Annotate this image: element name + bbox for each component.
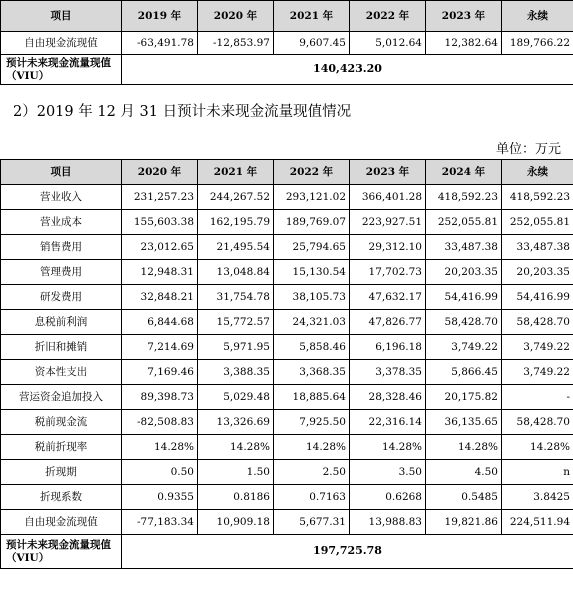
cell-value: 5,866.45: [426, 360, 502, 385]
cell-value: -63,491.78: [122, 32, 198, 55]
cell-value: 31,754.78: [198, 285, 274, 310]
row-label: 营业收入: [1, 185, 122, 210]
cell-value: 20,203.35: [426, 260, 502, 285]
cell-value: 5,029.48: [198, 385, 274, 410]
cell-value: 9,607.45: [274, 32, 350, 55]
cell-value: 33,487.38: [426, 235, 502, 260]
cell-value: 189,769.07: [274, 210, 350, 235]
cell-value: 189,766.22: [502, 32, 573, 55]
total-label: 预计未来现金流量现值（VIU）: [1, 55, 122, 85]
table-row: [1, 410, 573, 435]
cell-value: 418,592.23: [502, 185, 573, 210]
cell-value: 3,368.35: [274, 360, 350, 385]
col-header-year: 2021 年: [198, 160, 274, 185]
cell-value: 7,214.69: [122, 335, 198, 360]
col-header-item: 项目: [1, 1, 122, 32]
cell-value: 29,312.10: [350, 235, 426, 260]
cell-value: 21,495.54: [198, 235, 274, 260]
cell-value: 252,055.81: [502, 210, 573, 235]
total-value: 197,725.78: [122, 535, 573, 569]
cell-value: n: [502, 460, 573, 485]
cell-value: 6,844.68: [122, 310, 198, 335]
col-header-year: 2020 年: [198, 1, 274, 32]
cell-value: 0.6268: [350, 485, 426, 510]
col-header-item: 项目: [1, 160, 122, 185]
cell-value: 38,105.73: [274, 285, 350, 310]
cell-value: 4.50: [426, 460, 502, 485]
cell-value: 3,388.35: [198, 360, 274, 385]
row-label: 自由现金流现值: [1, 510, 122, 535]
row-label: 折现期: [1, 460, 122, 485]
cell-value: 14.28%: [122, 435, 198, 460]
cell-value: 3,749.22: [426, 335, 502, 360]
row-label: 营业成本: [1, 210, 122, 235]
cell-value: 20,203.35: [502, 260, 573, 285]
table-row: [1, 235, 573, 260]
cell-value: 13,326.69: [198, 410, 274, 435]
table-row: [1, 335, 573, 360]
cell-value: 18,885.64: [274, 385, 350, 410]
table-row: [1, 185, 573, 210]
cell-value: 293,121.02: [274, 185, 350, 210]
cell-value: 223,927.51: [350, 210, 426, 235]
cell-value: 3.8425: [502, 485, 573, 510]
table-row: [1, 285, 573, 310]
cell-value: 22,316.14: [350, 410, 426, 435]
row-label: 销售费用: [1, 235, 122, 260]
table-row: [1, 360, 573, 385]
cell-value: 14.28%: [426, 435, 502, 460]
cell-value: 7,925.50: [274, 410, 350, 435]
table-row: [1, 435, 573, 460]
cell-value: 14.28%: [198, 435, 274, 460]
table-row: [1, 310, 573, 335]
cell-value: 3,749.22: [502, 335, 573, 360]
cell-value: 0.9355: [122, 485, 198, 510]
cell-value: 14.28%: [274, 435, 350, 460]
viu-table-2019: [0, 159, 573, 569]
cell-value: 33,487.38: [502, 235, 573, 260]
cell-value: 3.50: [350, 460, 426, 485]
row-label: 税前折现率: [1, 435, 122, 460]
col-header-year: 2021 年: [274, 1, 350, 32]
total-row: [1, 535, 573, 569]
cell-value: 3,378.35: [350, 360, 426, 385]
cell-value: 5,971.95: [198, 335, 274, 360]
cell-value: 0.50: [122, 460, 198, 485]
col-header-year: 2024 年: [426, 160, 502, 185]
col-header-year: 2019 年: [122, 1, 198, 32]
cell-value: 28,328.46: [350, 385, 426, 410]
cell-value: 20,175.82: [426, 385, 502, 410]
table-row: [1, 210, 573, 235]
table-row: [1, 485, 573, 510]
cell-value: 252,055.81: [426, 210, 502, 235]
cell-value: 36,135.65: [426, 410, 502, 435]
unit-label: 单位：万元: [495, 142, 561, 157]
cell-value: 12,382.64: [426, 32, 502, 55]
section-heading: 2）2019 年 12 月 31 日预计未来现金流量现值情况: [13, 104, 352, 120]
viu-table-2018: [0, 0, 573, 85]
cell-value: -12,853.97: [198, 32, 274, 55]
cell-value: 3,749.22: [502, 360, 573, 385]
cell-value: 58,428.70: [502, 310, 573, 335]
col-header-perpetual: 永续: [502, 1, 573, 32]
cell-value: 14.28%: [350, 435, 426, 460]
cell-value: 47,632.17: [350, 285, 426, 310]
cell-value: 47,826.77: [350, 310, 426, 335]
row-label: 资本性支出: [1, 360, 122, 385]
cell-value: 24,321.03: [274, 310, 350, 335]
cell-value: 32,848.21: [122, 285, 198, 310]
row-label: 税前现金流: [1, 410, 122, 435]
total-label: 预计未来现金流量现值（VIU）: [1, 535, 122, 569]
cell-value: 15,772.57: [198, 310, 274, 335]
cell-value: 5,677.31: [274, 510, 350, 535]
cell-value: 54,416.99: [502, 285, 573, 310]
row-label: 自由现金流现值: [1, 32, 122, 55]
col-header-year: 2022 年: [274, 160, 350, 185]
cell-value: 23,012.65: [122, 235, 198, 260]
col-header-year: 2023 年: [350, 160, 426, 185]
cell-value: 14.28%: [502, 435, 573, 460]
cell-value: 15,130.54: [274, 260, 350, 285]
cell-value: 6,196.18: [350, 335, 426, 360]
row-label: 营运资金追加投入: [1, 385, 122, 410]
cell-value: 231,257.23: [122, 185, 198, 210]
cell-value: 162,195.79: [198, 210, 274, 235]
table-row: [1, 460, 573, 485]
row-label: 管理费用: [1, 260, 122, 285]
cell-value: 224,511.94: [502, 510, 573, 535]
row-label: 息税前利润: [1, 310, 122, 335]
total-row: [1, 55, 573, 85]
cell-value: 1.50: [198, 460, 274, 485]
cell-value: 13,048.84: [198, 260, 274, 285]
cell-value: 58,428.70: [426, 310, 502, 335]
cell-value: 366,401.28: [350, 185, 426, 210]
cell-value: 13,988.83: [350, 510, 426, 535]
cell-value: 19,821.86: [426, 510, 502, 535]
cell-value: 7,169.46: [122, 360, 198, 385]
row-label: 折旧和摊销: [1, 335, 122, 360]
cell-value: -: [502, 385, 573, 410]
cell-value: 0.8186: [198, 485, 274, 510]
cell-value: 5,858.46: [274, 335, 350, 360]
col-header-year: 2023 年: [426, 1, 502, 32]
cell-value: 0.7163: [274, 485, 350, 510]
cell-value: 0.5485: [426, 485, 502, 510]
table-header-row: [1, 160, 573, 185]
col-header-year: 2022 年: [350, 1, 426, 32]
cell-value: 58,428.70: [502, 410, 573, 435]
cell-value: 244,267.52: [198, 185, 274, 210]
total-value: 140,423.20: [122, 55, 573, 85]
cell-value: 2.50: [274, 460, 350, 485]
cell-value: 89,398.73: [122, 385, 198, 410]
table-header-row: [1, 1, 573, 32]
table-row: [1, 32, 573, 55]
cell-value: -82,508.83: [122, 410, 198, 435]
table-row: [1, 510, 573, 535]
col-header-perpetual: 永续: [502, 160, 573, 185]
cell-value: 5,012.64: [350, 32, 426, 55]
cell-value: 25,794.65: [274, 235, 350, 260]
table-row: [1, 260, 573, 285]
cell-value: 10,909.18: [198, 510, 274, 535]
cell-value: 12,948.31: [122, 260, 198, 285]
cell-value: 54,416.99: [426, 285, 502, 310]
cell-value: 155,603.38: [122, 210, 198, 235]
cell-value: -77,183.34: [122, 510, 198, 535]
table-row: [1, 385, 573, 410]
cell-value: 17,702.73: [350, 260, 426, 285]
row-label: 研发费用: [1, 285, 122, 310]
cell-value: 418,592.23: [426, 185, 502, 210]
col-header-year: 2020 年: [122, 160, 198, 185]
row-label: 折现系数: [1, 485, 122, 510]
